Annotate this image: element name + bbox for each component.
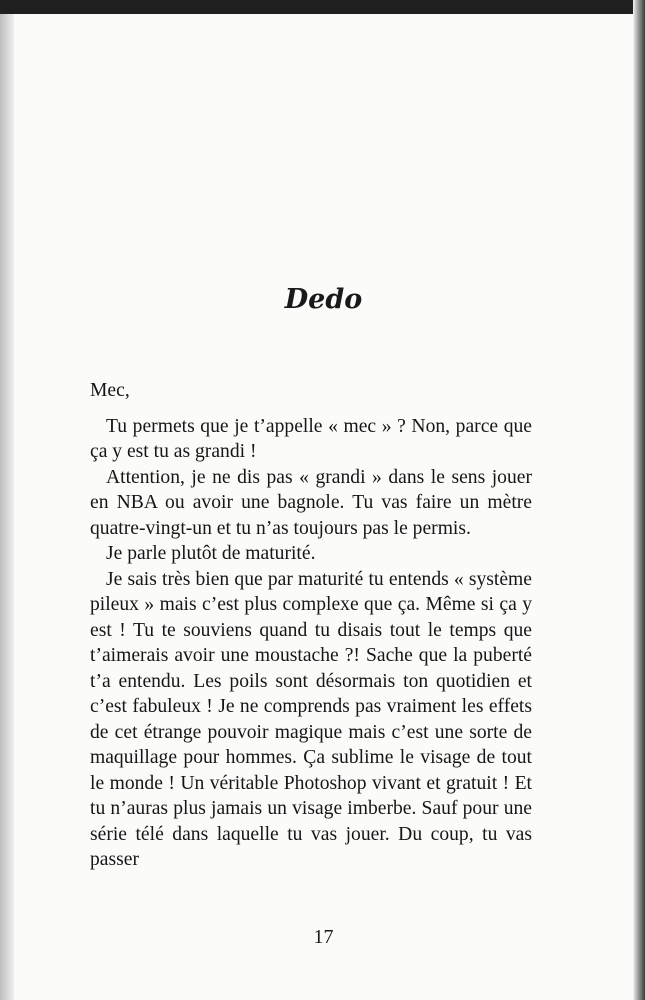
scan-top-border (0, 0, 645, 14)
book-gutter-shadow (0, 14, 14, 1000)
greeting-paragraph: Mec, (90, 380, 130, 401)
paragraph: Attention, je ne dis pas « grandi » dans le sens jouer en NBA ou avoir une bagnole. Tu vas faire un mètre quatre-vingt-un et tu n’as toujours pas le permis. (90, 466, 532, 539)
paragraph: Je sais très bien que par maturité tu entends « système pileux » mais c’est plus complexe que ça. Même si ça y est ! Tu te souviens quand tu disais tout le temps que t’aimerais avoir une moustache ?! Sache que la puberté t’a entendu. Les poils sont désormais ton quotidien et c’est fabuleux ! Je ne comprends pas vraiment les effets de cet étrange pouvoir magique mais c’est une sorte de maquillage pour hommes. Ça sublime le visage de tout le monde ! Un véritable Photoshop vivant et gratuit ! Et tu n’auras plus jamais un visage imberbe. Sauf pour une série télé dans laquelle tu vas jouer. Du coup, tu vas passer (90, 568, 532, 870)
paragraph: Je parle plutôt de maturité. (106, 543, 316, 564)
paragraph: Tu permets que je t’appelle « mec » ? Non, parce que ça y est tu as grandi ! (90, 415, 532, 462)
page-number: 17 (313, 926, 334, 948)
page (14, 14, 633, 1000)
body-text (90, 378, 532, 873)
chapter-title: Dedo (284, 284, 363, 315)
book-page-edges (633, 0, 645, 1000)
